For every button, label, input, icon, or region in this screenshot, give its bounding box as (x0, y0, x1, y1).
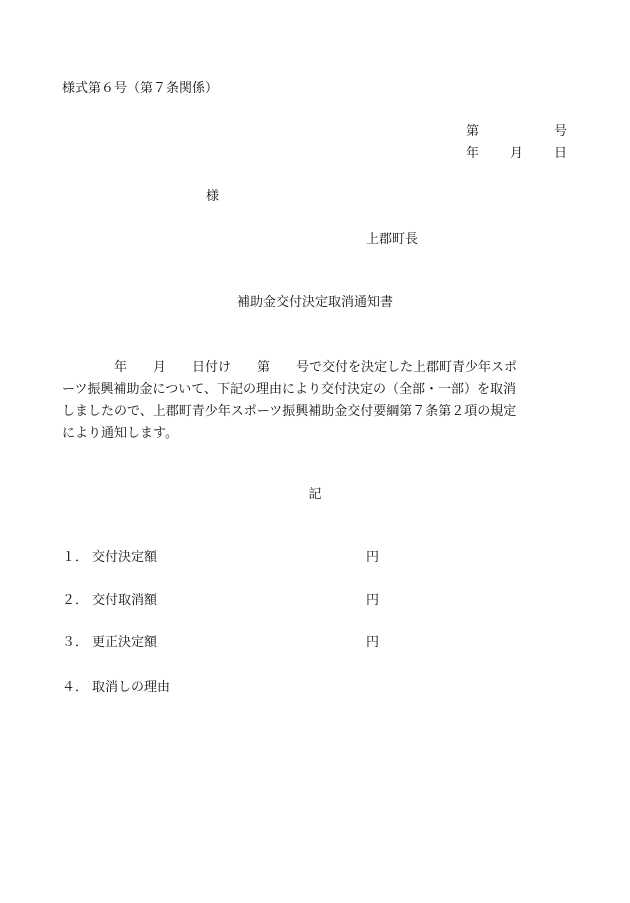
body-paragraph (62, 357, 580, 445)
date-day-label: 日 (554, 146, 568, 161)
document-title: 補助金交付決定取消通知書 (236, 295, 393, 310)
item-label: 交付取消額 (92, 593, 158, 608)
body-line: 年 月 日付け 第 号で交付を決定した上郡町青少年スポ (62, 360, 518, 375)
item-number: １． (62, 550, 89, 565)
ki-heading: 記 (308, 487, 322, 502)
yen-unit: 円 (366, 593, 380, 608)
date-month-label: 月 (510, 146, 524, 161)
yen-unit: 円 (366, 550, 380, 565)
item-label: 交付決定額 (92, 550, 158, 565)
item-label: 取消しの理由 (92, 680, 171, 695)
recipient-honorific: 様 (206, 189, 220, 204)
item-number: ２． (62, 593, 89, 608)
list-item-decided-amount (62, 551, 157, 564)
document-number-suffix: 号 (554, 124, 568, 139)
document-number-label: 第 (466, 124, 480, 139)
form-number: 様式第６号（第７条関係） (62, 81, 219, 96)
list-item-cancellation-reason (62, 681, 170, 694)
list-item-cancelled-amount (62, 594, 157, 607)
item-number: ４． (62, 680, 89, 695)
yen-unit: 円 (366, 635, 380, 650)
item-number: ３． (62, 635, 89, 650)
body-line: しましたので、上郡町青少年スポーツ振興補助金交付要綱第７条第２項の規定 (62, 404, 517, 419)
item-label: 更正決定額 (92, 635, 158, 650)
issuer-name: 上郡町長 (366, 232, 419, 247)
body-line: ーツ振興補助金について、下記の理由により交付決定の（全部・一部）を取消 (62, 382, 516, 397)
list-item-revised-amount (62, 636, 157, 649)
date-year-label: 年 (466, 146, 480, 161)
body-line: により通知します。 (62, 426, 178, 441)
